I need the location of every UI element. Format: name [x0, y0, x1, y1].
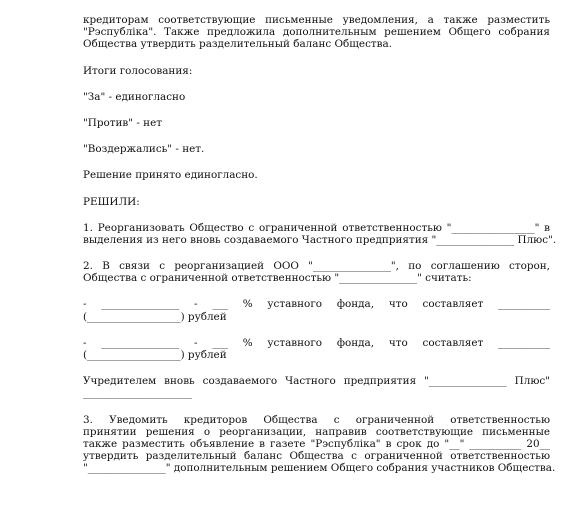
- vote-against: "Против" - нет: [83, 116, 162, 129]
- founder-name-line: _____________________: [83, 387, 193, 400]
- decision-text: Решение принято единогласно.: [83, 169, 258, 182]
- resolved-heading: РЕШИЛИ:: [83, 195, 140, 208]
- share-line: - _______________ - ___ % уставного фонда, что составляет __________: [83, 298, 550, 311]
- vote-abstain: "Воздержались" - нет.: [83, 143, 205, 156]
- paragraph-3-line: "_______________" дополнительным решением Общего собрания участников Общества.: [83, 462, 556, 475]
- share-line: - _______________ - ___ % уставного фонда, что составляет __________: [83, 336, 550, 349]
- paragraph-3-line: утвердить разделительный баланс Общества с ограниченной ответственностью: [83, 450, 550, 463]
- paragraph-1-line: 1. Реорганизовать Общество с ограниченной ответственностью "________________" в: [83, 221, 550, 234]
- text-line: кредиторам соответствующие письменные уведомления, а также разместить: [83, 14, 550, 26]
- paragraph-2-line: 2. В связи с реорганизацией ООО "_______________", по соглашению сторон,: [83, 260, 550, 273]
- paragraph-1-line: выделения из него вновь создаваемого Частного предприятия "_______________ Плюс".: [83, 233, 557, 246]
- paragraph-3-line: принятии решения о реорганизации, направив соответствующие письменные: [83, 425, 550, 438]
- text-line: Общества утвердить разделительный баланс Общества.: [83, 38, 392, 51]
- paragraph-2-line: Общества с ограниченной ответственностью "_______________" считать:: [83, 272, 472, 285]
- share-amount-line: (__________________) рублей: [83, 310, 227, 323]
- founder-line: Учредителем вновь создаваемого Частного предприятия "_______________ Плюс": [83, 375, 550, 388]
- document-body: [83, 14, 557, 475]
- paragraph-3-line: также разместить объявление в газете "Рэспубліка" в срок до "__" __________ 20__: [83, 437, 550, 450]
- share-amount-line: (__________________) рублей: [83, 349, 227, 361]
- paragraph-3-line: 3. Уведомить кредиторов Общества с ограниченной ответственностью: [83, 413, 550, 426]
- voting-title: Итоги голосования:: [83, 64, 193, 77]
- text-line: "Рэспубліка". Также предложила дополнительным решением Общего собрания: [83, 26, 550, 39]
- vote-for: "За" - единогласно: [83, 90, 186, 103]
